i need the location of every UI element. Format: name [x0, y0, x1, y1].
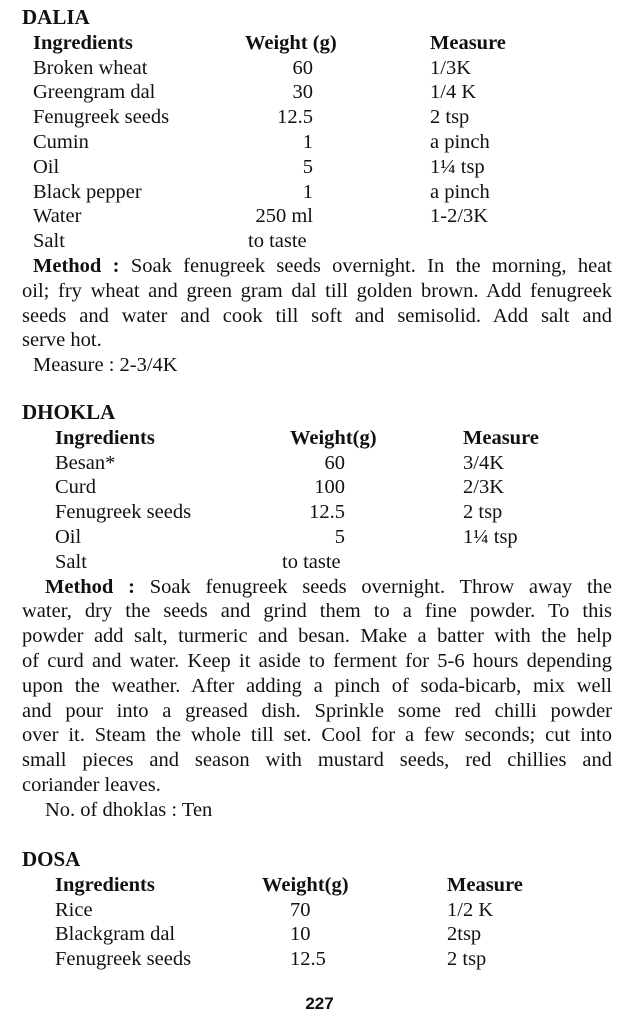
- method-line: [22, 649, 612, 674]
- method-line: [33, 254, 612, 279]
- ingredient-weight: 70: [290, 898, 311, 921]
- method-line: [22, 748, 612, 773]
- ingredient-weight: to taste: [248, 230, 307, 253]
- ingredient-weight: 5: [302, 155, 313, 178]
- ingredient-measure: 2 tsp: [430, 106, 470, 129]
- ingredient-name: Black pepper: [33, 180, 142, 203]
- column-header-measure: Measure: [447, 873, 523, 896]
- method-text: Soak fenugreek seeds overnight. In the morning, heat: [130, 255, 612, 277]
- method-text: upon the weather. After adding a pinch of soda-bicarb, mix well: [22, 674, 612, 697]
- recipe-title: DOSA: [22, 847, 81, 871]
- ingredient-measure: a pinch: [430, 180, 490, 203]
- method-text: Soak fenugreek seeds overnight. Throw away the: [149, 575, 613, 598]
- ingredient-name: Rice: [55, 898, 93, 921]
- recipe-yield: No. of dhoklas : Ten: [45, 798, 213, 821]
- recipe-yield: Measure : 2-3/4K: [33, 354, 178, 377]
- ingredient-measure: 1¼ tsp: [430, 155, 485, 178]
- method-text: seeds and water and cook till soft and semisolid. Add salt and: [22, 304, 612, 327]
- ingredient-weight: 60: [292, 56, 313, 79]
- method-label: Method :: [45, 575, 135, 598]
- ingredient-measure: 2tsp: [447, 923, 482, 946]
- ingredient-name: Curd: [55, 476, 96, 499]
- method-line: [22, 699, 612, 724]
- recipe-title: DHOKLA: [22, 400, 116, 424]
- ingredient-name: Broken wheat: [33, 56, 148, 79]
- ingredient-name: Besan*: [55, 451, 116, 474]
- ingredient-weight: 250 ml: [255, 205, 313, 228]
- page-number: 227: [305, 994, 334, 1013]
- ingredient-measure: 1/3K: [430, 56, 471, 79]
- ingredient-weight: 12.5: [290, 948, 326, 971]
- ingredient-name: Salt: [55, 550, 87, 573]
- method-text: over it. Steam the whole till set. Cool for a few seconds; cut into: [22, 724, 612, 747]
- ingredient-name: Fenugreek seeds: [33, 106, 170, 129]
- method-text: of curd and water. Keep it aside to ferment for 5-6 hours depending: [22, 650, 612, 672]
- method-line: [22, 723, 612, 748]
- ingredient-measure: 1/4 K: [430, 81, 477, 104]
- method-line: [22, 599, 612, 624]
- method-text: oil; fry wheat and green gram dal till golden brown. Add fenugreek: [22, 279, 612, 302]
- column-header-measure: Measure: [463, 426, 539, 449]
- ingredient-name: Oil: [55, 526, 82, 548]
- column-header-measure: Measure: [430, 31, 506, 54]
- ingredient-measure: 1-2/3K: [430, 205, 489, 228]
- method-text: serve hot.: [22, 329, 102, 352]
- method-line: [22, 279, 612, 304]
- ingredient-weight: 30: [292, 81, 313, 104]
- column-header-weight: Weight (g): [245, 31, 337, 54]
- ingredient-measure: 2 tsp: [463, 501, 503, 524]
- ingredient-measure: 1¼ tsp: [463, 526, 518, 548]
- ingredient-name: Greengram dal: [33, 81, 156, 104]
- ingredient-weight: 1: [302, 131, 313, 153]
- method-text: powder add salt, turmeric and besan. Make a batter with the help: [22, 625, 612, 648]
- ingredient-name: Fenugreek seeds: [55, 501, 192, 524]
- recipe-title: DALIA: [22, 5, 90, 29]
- column-header-ingredients: Ingredients: [55, 426, 155, 449]
- ingredient-weight: 12.5: [309, 501, 345, 524]
- method-line: [22, 304, 612, 329]
- ingredient-weight: 10: [290, 923, 311, 946]
- ingredient-weight: 60: [324, 451, 345, 474]
- ingredient-name: Water: [33, 205, 82, 228]
- ingredient-measure: 1/2 K: [447, 898, 494, 921]
- method-line: [22, 328, 612, 353]
- column-header-weight: Weight(g): [262, 873, 349, 896]
- method-line: [22, 624, 612, 649]
- ingredient-name: Salt: [33, 230, 65, 253]
- ingredient-weight: 100: [314, 476, 345, 499]
- column-header-ingredients: Ingredients: [55, 873, 155, 896]
- method-text: and pour into a greased dish. Sprinkle some red chilli powder: [22, 699, 612, 722]
- column-header-weight: Weight(g): [290, 426, 377, 449]
- column-header-ingredients: Ingredients: [33, 31, 133, 54]
- ingredient-weight: to taste: [282, 550, 341, 573]
- ingredient-name: Oil: [33, 155, 60, 178]
- ingredient-weight: 12.5: [277, 106, 313, 129]
- ingredient-weight: 5: [334, 526, 345, 548]
- ingredient-measure: 2/3K: [463, 476, 504, 499]
- method-line: [22, 674, 612, 699]
- ingredient-weight: 1: [302, 180, 313, 203]
- method-text: coriander leaves.: [22, 774, 161, 796]
- ingredient-name: Cumin: [33, 131, 89, 153]
- ingredient-measure: 3/4K: [463, 451, 504, 474]
- method-text: small pieces and season with mustard seeds, red chillies and: [22, 749, 612, 772]
- ingredient-measure: a pinch: [430, 131, 490, 153]
- ingredient-name: Blackgram dal: [55, 923, 176, 946]
- method-line: [45, 575, 612, 600]
- ingredient-measure: 2 tsp: [447, 948, 487, 971]
- method-line: [22, 773, 612, 798]
- method-label: Method :: [33, 255, 120, 277]
- method-text: water, dry the seeds and grind them to a fine powder. To this: [22, 600, 612, 623]
- ingredient-name: Fenugreek seeds: [55, 948, 192, 971]
